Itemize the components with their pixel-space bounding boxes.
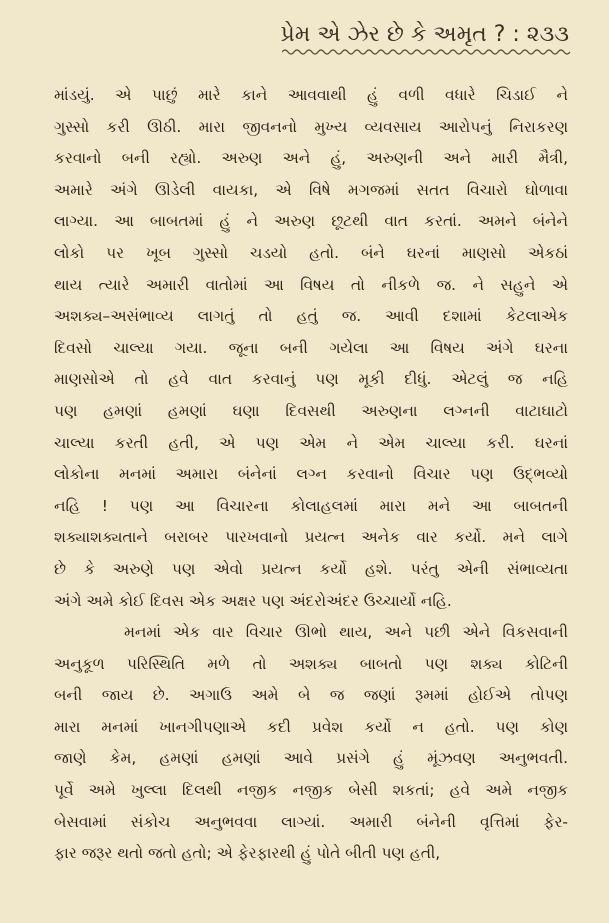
text-line: માણસોએ તો હવે વાત કરવાનું પણ મૂકી દીધું. એટલું જ નહિ (54, 370, 568, 389)
text-line: કરવાનો બની રહ્યો. અરુણ અને હું, અરુણની અને મારી મૈત્રી, (54, 149, 568, 168)
text-line: ચાલ્યા કરતી હતી, એ પણ એમ ને એમ ચાલ્યા કરી. ઘરનાં (54, 433, 568, 452)
text-line: ફાર જરૂર થતો જતો હતો; એ ફેરફારથી હું પોતે બીતી પણ હતી, (54, 844, 441, 863)
text-line: થાય ત્યારે અમારી વાતોમાં આ વિષય તો નીકળે જ. ને સહુને એ (54, 275, 568, 294)
text-line: માંડયું. એ પાછું મારે કાને આવવાથી હું વળી વધારે ચિડાઈ ને (54, 86, 568, 104)
text-line: અશક્ય–અસંભાવ્ય લાગતું તો હતું જ. આવી દશામાં કેટલાએક (54, 307, 568, 326)
text-line: મારા મનમાં ખાનગીપણાએ કદી પ્રવેશ કર્યો ન હતો. પણ કોણ (54, 717, 568, 736)
body-text (54, 80, 568, 870)
text-line: ગુસ્સો કરી ઊઠી. મારા જીવનનો મુખ્ય વ્યવસાય આરોપનું નિરાકરણ (54, 117, 568, 136)
text-line: બેસવામાં સંકોચ અનુભવવા લાગ્યાં. અમારી બંનેની વૃત્તિમાં ફેર- (54, 812, 568, 831)
text-line: અમારે અંગે ઊડેલી વાયકા, એ વિષે મગજમાં સતત વિચારો ઘોળાવા (54, 180, 568, 199)
text-line: લાગ્યા. આ બાબતમાં હું ને અરુણ છૂટથી વાત કરતાં. અમને બંનેને (54, 212, 568, 231)
text-line: પૂર્વે અમે ખુલ્લા દિલથી નજીક નજીક બેસી શકતાં; હવે અમે નજીક (54, 781, 568, 800)
text-line: મનમાં એક વાર વિચાર ઊભો થાય, અને પછી એને વિકસવાની (124, 623, 568, 642)
text-line: નહિ ! પણ આ વિચારના કોલાહલમાં મારા મને આ બાબતની (54, 496, 568, 515)
text-line: બની જાય છે. અગાઉ અમે બે જ જણાં રૂમમાં હોઈએ તોપણ (54, 686, 568, 705)
text-line: દિવસો ચાલ્યા ગયા. જૂના બની ગયેલા આ વિષય અંગે ઘરના (54, 338, 568, 357)
text-line: પણ હમણાં હમણાં ઘણા દિવસથી અરુણના લગ્નની વાટાઘાટો (54, 401, 568, 420)
text-line: અનુકૂળ પરિસ્થિતિ મળે તો અશક્ય બાબતો પણ શક્ય કોટિની (54, 654, 568, 673)
running-header: પ્રેમ એ ઝેર છે કે અમૃત ? : ૨૩૩ (280, 22, 569, 47)
text-line: છે કે અરુણે પણ એવો પ્રયત્ન કર્યો હશે. પરંતુ એની સંભાવ્યતા (54, 559, 568, 578)
text-line: જાણે કેમ, હમણાં હમણાં આવે પ્રસંગે હું મૂંઝવણ અનુભવતી. (54, 749, 568, 768)
header-ornament-rule (282, 48, 572, 56)
text-line: લોકો પર ખૂબ ગુસ્સો ચડયો હતો. બંને ઘરનાં માણસો એકઠાં (54, 243, 568, 262)
text-line: શક્યાશક્યતાને બરાબર પારખવાનો પ્રયત્ન અનેક વાર કર્યો. મને લાગે (54, 528, 568, 547)
text-line: લોકોના મનમાં અમારા બંનેનાં લગ્ન કરવાનો વિચાર પણ ઉદ્ભવ્યો (54, 465, 568, 484)
text-line: અંગે અમે કોઈ દિવસ એક અક્ષર પણ અંદરોઅંદર ઉચ્ચાર્યો નહિ. (54, 591, 452, 610)
